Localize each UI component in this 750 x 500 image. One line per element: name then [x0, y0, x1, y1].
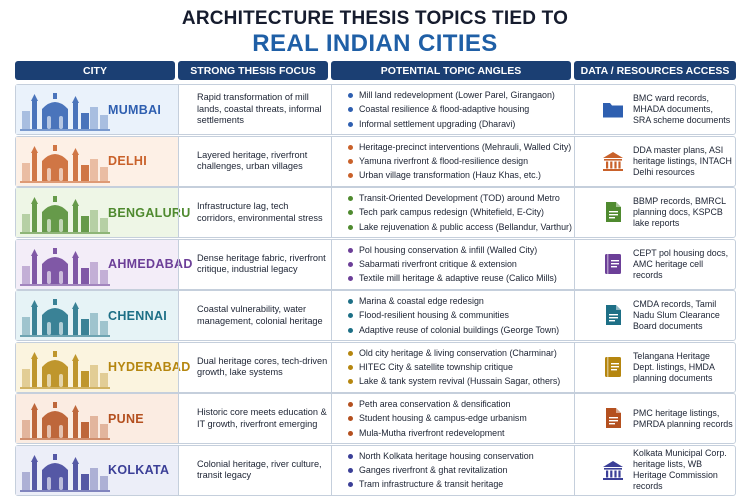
thesis-focus-text: Colonial heritage, river culture, transit legacy [197, 458, 322, 480]
topic-angles-list [348, 346, 573, 389]
topic-angles-list [348, 449, 573, 492]
resources-text: Telangana Heritage Dept. listings, HMDA planning documents [633, 350, 715, 383]
mumbai-skyline-illustration [20, 89, 110, 131]
topic-angle [348, 257, 573, 271]
thesis-focus-text: Dual heritage cores, tech-driven growth, lake systems [197, 355, 328, 377]
notebook-icon [601, 252, 625, 276]
hyderabad-skyline-illustration [20, 347, 110, 389]
topic-angle-text: Mula-Mutha riverfront redevelopment [359, 427, 505, 438]
notebook-icon [601, 355, 625, 379]
bullet-icon [348, 145, 353, 150]
focus-cell [178, 446, 331, 495]
topic-angle [348, 477, 573, 491]
topic-angle-text: Flood-resilient housing & communities [359, 310, 509, 321]
focus-cell [178, 240, 331, 289]
topic-angle [348, 117, 573, 131]
angles-cell [331, 85, 574, 134]
city-name: PUNE [108, 411, 144, 426]
table-row-mumbai [15, 84, 736, 135]
bullet-icon [348, 431, 353, 436]
topic-angle [348, 463, 573, 477]
bullet-icon [348, 328, 353, 333]
topic-angle-text: Yamuna riverfront & flood-resilience design [359, 155, 529, 166]
page-title [0, 0, 750, 60]
angles-cell [331, 394, 574, 443]
topic-angle-text: Lake rejuvenation & public access (Bellandur, Varthur) [359, 221, 572, 232]
angles-cell [331, 343, 574, 392]
topic-angles-list [348, 191, 573, 234]
resources-cell [574, 188, 735, 237]
topic-angle [348, 102, 573, 116]
city-cell [16, 188, 191, 237]
angles-cell [331, 291, 574, 340]
city-name: DELHI [108, 154, 147, 168]
focus-cell [178, 188, 331, 237]
thesis-focus-text: Infrastructure lag, tech corridors, environmental stress [197, 201, 323, 223]
resources-text: CEPT pol housing docs, AMC heritage cell records [633, 247, 729, 280]
thesis-focus-text: Coastal vulnerability, water management, colonial heritage [197, 304, 323, 326]
topic-angle [348, 360, 573, 374]
city-cell [16, 291, 178, 340]
bullet-icon [348, 159, 353, 164]
topic-angle-text: Lake & tank system revival (Hussain Sagar, others) [359, 376, 561, 387]
topic-angle-text: Informal settlement upgrading (Dharavi) [359, 118, 516, 129]
topic-angle-text: Ganges riverfront & ghat revitalization [359, 464, 508, 475]
bullet-icon [348, 196, 353, 201]
topic-angles-list [348, 88, 573, 131]
pune-skyline-illustration [20, 398, 110, 440]
title-line-2: REAL INDIAN CITIES [252, 30, 498, 57]
bullet-icon [348, 173, 353, 178]
thesis-focus-text: Dense heritage fabric, riverfront critique, industrial legacy [197, 252, 326, 274]
document-icon [601, 406, 625, 430]
bullet-icon [348, 122, 353, 127]
topic-angle-text: Mill land redevelopment (Lower Parel, Girangaon) [359, 90, 555, 100]
thesis-focus-text: Historic core meets education & IT growth, riverfront emerging [197, 407, 327, 429]
bullet-icon [348, 299, 353, 304]
topic-angle [348, 220, 573, 234]
table-row-chennai [15, 290, 736, 341]
kolkata-skyline-illustration [20, 450, 110, 492]
topic-angle-text: HITEC City & satellite township critique [359, 361, 513, 372]
topic-angle-text: Tech park campus redesign (Whitefield, E-City) [359, 207, 544, 218]
topic-angle [348, 271, 573, 285]
header-resources: DATA / RESOURCES ACCESS [574, 61, 736, 80]
topic-angle [348, 374, 573, 388]
bullet-icon [348, 402, 353, 407]
resources-text: BMC ward records, MHADA documents, SRA scheme documents [633, 93, 731, 125]
topic-angle-text: Peth area conservation & densification [359, 399, 511, 409]
city-name: CHENNAI [108, 308, 168, 323]
resources-text: PMC heritage listings, PMRDA planning records [633, 407, 733, 429]
city-cell [16, 85, 178, 134]
bullet-icon [348, 93, 353, 98]
topic-angle [348, 243, 573, 257]
bullet-icon [348, 276, 353, 281]
resources-text: DDA master plans, ASI heritage listings, INTACH Delhi resources [633, 144, 732, 177]
resources-text: CMDA records, Tamil Nadu Slum Clearance Board documents [633, 299, 720, 331]
angles-cell [331, 240, 574, 289]
topic-angle [348, 191, 573, 205]
table-row-delhi [15, 136, 736, 187]
resources-cell [574, 394, 735, 443]
table-row-pune [15, 393, 736, 444]
bullet-icon [348, 107, 353, 112]
topic-angle [348, 397, 573, 411]
angles-cell [331, 446, 574, 495]
bullet-icon [348, 454, 353, 459]
topic-angle-text: Tram infrastructure & transit heritage [359, 479, 504, 490]
topic-angle-text: Old city heritage & living conservation (Charminar) [359, 347, 557, 358]
header-focus: STRONG THESIS FOCUS [178, 61, 328, 80]
city-cell [16, 240, 193, 289]
topic-angle-text: Transit-Oriented Development (TOD) around Metro [359, 193, 560, 203]
city-name: MUMBAI [108, 102, 162, 117]
bengaluru-skyline-illustration [20, 192, 110, 234]
title-line-1: ARCHITECTURE THESIS TOPICS TIED TO [181, 8, 569, 29]
topic-angle-text: Urban village transformation (Hauz Khas, etc.) [359, 170, 542, 181]
thesis-focus-text: Layered heritage, riverfront challenges, urban villages [197, 149, 308, 171]
folder-icon [601, 97, 625, 121]
header-city: CITY [15, 61, 175, 80]
topic-angle-text: North Kolkata heritage housing conservation [359, 450, 534, 461]
focus-cell [178, 291, 331, 340]
header-angles: POTENTIAL TOPIC ANGLES [331, 61, 571, 80]
city-cell [16, 343, 191, 392]
ahmedabad-skyline-illustration [20, 244, 110, 286]
bullet-icon [348, 313, 353, 318]
building-icon [601, 458, 625, 482]
resources-cell [574, 137, 735, 186]
focus-cell [178, 85, 331, 134]
table-row-bengaluru [15, 187, 736, 238]
angles-cell [331, 137, 574, 186]
topic-angle-text: Coastal resilience & flood-adaptive housing [359, 104, 530, 115]
topic-angle-text: Student housing & campus-edge urbanism [359, 413, 527, 424]
city-cell [16, 446, 178, 495]
chennai-skyline-illustration [20, 295, 110, 337]
topic-angle [348, 140, 573, 154]
city-name: AHMEDABAD [108, 257, 193, 271]
delhi-skyline-illustration [20, 141, 110, 183]
focus-cell [178, 343, 331, 392]
topic-angle-text: Adaptive reuse of colonial buildings (George Town) [359, 324, 560, 335]
topic-angle [348, 205, 573, 219]
topic-angle-text: Heritage-precinct interventions (Mehrauli, Walled City) [359, 141, 572, 152]
resources-cell [574, 85, 735, 134]
bullet-icon [348, 248, 353, 253]
topic-angles-list [348, 140, 573, 183]
resources-text: Kolkata Municipal Corp. heritage lists, WB Heritage Commission records [633, 448, 727, 491]
bullet-icon [348, 468, 353, 473]
resources-cell [574, 343, 735, 392]
bullet-icon [348, 351, 353, 356]
resources-cell [574, 446, 735, 495]
topic-angle [348, 308, 573, 322]
focus-cell [178, 394, 331, 443]
table-row-kolkata [15, 445, 736, 496]
angles-cell [331, 188, 574, 237]
city-cell [16, 137, 178, 186]
topic-angle-text: Textile mill heritage & adaptive reuse (Calico Mills) [359, 273, 557, 284]
table-row-hyderabad [15, 342, 736, 393]
topic-angle [348, 323, 573, 337]
topic-angle-text: Pol housing conservation & infill (Walled City) [359, 244, 538, 255]
resources-cell [574, 291, 735, 340]
building-icon [601, 149, 625, 173]
bullet-icon [348, 416, 353, 421]
resources-cell [574, 240, 735, 289]
topic-angle [348, 449, 573, 463]
topic-angles-list [348, 294, 573, 337]
document-icon [601, 200, 625, 224]
topic-angle [348, 154, 573, 168]
city-cell [16, 394, 178, 443]
topic-angle [348, 346, 573, 360]
thesis-focus-text: Rapid transformation of mill lands, coastal threats, informal settlements [197, 92, 322, 126]
bullet-icon [348, 225, 353, 230]
topic-angle-text: Sabarmati riverfront critique & extension [359, 258, 517, 269]
topic-angle [348, 426, 573, 440]
bullet-icon [348, 365, 353, 370]
topic-angles-list [348, 243, 573, 286]
table-row-ahmedabad [15, 239, 736, 290]
city-name: HYDERABAD [108, 360, 191, 374]
topic-angle [348, 168, 573, 182]
topic-angle-text: Marina & coastal edge redesign [359, 296, 484, 306]
bullet-icon [348, 482, 353, 487]
bullet-icon [348, 262, 353, 267]
bullet-icon [348, 210, 353, 215]
topic-angle [348, 88, 573, 102]
city-name: KOLKATA [108, 463, 170, 477]
focus-cell [178, 137, 331, 186]
thesis-topics-table [15, 61, 736, 491]
resources-text: BBMP records, BMRCL planning docs, KSPCB lake reports [633, 196, 726, 228]
bullet-icon [348, 379, 353, 384]
city-name: BENGALURU [108, 205, 191, 220]
topic-angle [348, 294, 573, 308]
document-icon [601, 303, 625, 327]
topic-angle [348, 411, 573, 425]
topic-angles-list [348, 397, 573, 440]
